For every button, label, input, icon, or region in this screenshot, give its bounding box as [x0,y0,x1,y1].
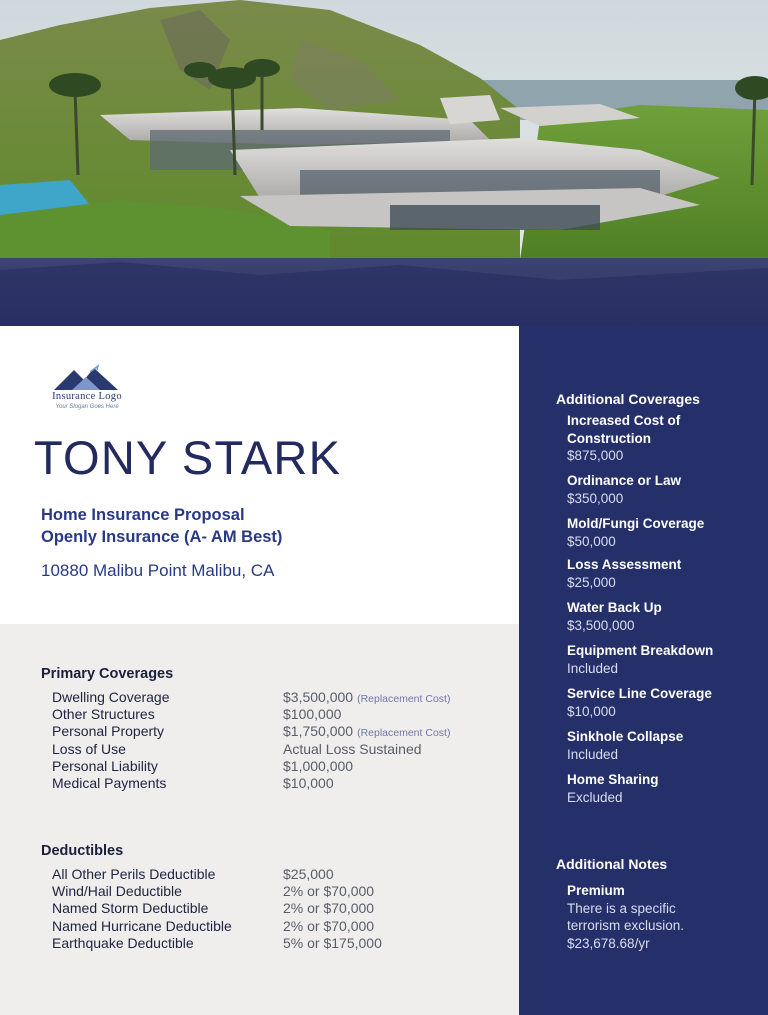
coverage-row [52,758,512,775]
deductibles-title: Deductibles [41,843,124,859]
coverage-value: $1,750,000 [283,723,354,740]
hero-image [0,0,768,326]
proposal-heading [41,504,282,548]
additional-coverage-label: Water Back Up [567,600,662,615]
coverage-value: Actual Loss Sustained [283,740,422,757]
additional-coverage-value: $350,000 [567,490,624,506]
coverage-value: $1,000,000 [283,757,354,774]
deductible-row [52,900,512,917]
additional-coverage-item [567,472,757,507]
additional-notes-title: Additional Notes [556,856,668,872]
deductible-value: 2% or $70,000 [283,883,375,900]
additional-coverage-value: Excluded [567,789,623,805]
deductibles-list [52,866,512,952]
client-name: TONY STARK [34,431,342,484]
additional-coverage-item [567,412,757,465]
coverage-note: (Replacement Cost) [357,727,451,740]
deductible-value: $25,000 [283,866,334,882]
additional-coverage-value: Included [567,746,619,762]
company-logo [42,364,132,414]
additional-coverage-label: Equipment Breakdown [567,643,714,658]
premium-label: Premium [567,883,625,898]
coverage-row [52,741,512,758]
primary-coverages-title: Primary Coverages [41,666,174,682]
coverage-panel [0,624,519,1015]
deductible-label: Named Storm Deductible [52,900,209,917]
coverage-label: Personal Property [52,723,165,740]
additional-coverage-item [567,728,757,763]
deductible-label: Earthquake Deductible [52,934,194,951]
coverage-label: Loss of Use [52,740,126,757]
additional-coverage-value: $3,500,000 [567,617,635,633]
property-address: 10880 Malibu Point Malibu, CA [41,561,275,580]
coverage-row [52,706,512,723]
coverage-value: $3,500,000 [283,689,354,705]
additional-coverage-item [567,771,757,806]
additional-coverage-item [567,599,757,634]
logo-title: Insurance Logo [52,391,122,402]
deductible-label: Wind/Hail Deductible [52,883,182,900]
additional-coverage-value: $50,000 [567,533,616,549]
proposal-line-1: Home Insurance Proposal [41,506,245,524]
premium-text: There is a specific terrorism exclusion. $23,678.68/yr [567,900,685,951]
deductible-row [52,935,512,952]
additional-coverage-label: Home Sharing [567,772,659,787]
coverage-label: Dwelling Coverage [52,689,170,705]
coverage-value: $10,000 [283,774,334,791]
coverage-label: Medical Payments [52,774,167,791]
additional-coverage-value: $10,000 [567,703,616,719]
coverage-value: $100,000 [283,706,342,723]
deductible-row [52,883,512,900]
additional-coverage-label: Sinkhole Collapse [567,729,684,744]
coverage-label: Other Structures [52,706,155,723]
additional-coverage-item [567,685,757,720]
deductible-row [52,918,512,935]
additional-coverage-label: Service Line Coverage [567,686,712,701]
additional-coverage-value: $875,000 [567,448,624,463]
deductible-label: Named Hurricane Deductible [52,917,232,934]
additional-coverage-label: Ordinance or Law [567,473,682,488]
additional-coverage-label: Loss Assessment [567,557,682,572]
coverage-label: Personal Liability [52,757,158,774]
coverage-note: (Replacement Cost) [357,693,451,705]
deductible-label: All Other Perils Deductible [52,866,216,882]
additional-coverage-item [567,515,757,550]
additional-sidebar [519,326,768,1015]
deductible-row [52,866,512,883]
proposal-line-2: Openly Insurance (A- AM Best) [41,528,283,546]
intro-panel [0,326,519,624]
deductible-value: 2% or $70,000 [283,917,375,934]
primary-coverages-list [52,689,512,792]
coverage-row [52,775,512,792]
coverage-row [52,723,512,740]
logo-slogan: Your Slogan Goes Here [55,404,119,410]
additional-coverage-value: Included [567,660,619,676]
deductible-value: 5% or $175,000 [283,934,382,951]
deductible-value: 2% or $70,000 [283,900,375,917]
additional-coverage-item [567,642,757,677]
additional-coverage-value: $25,000 [567,574,616,590]
additional-coverage-item [567,556,757,591]
additional-coverage-label: Increased Cost of Construction [567,413,681,446]
additional-coverage-label: Mold/Fungi Coverage [567,516,705,531]
coverage-row [52,689,512,706]
premium-note [567,882,717,952]
additional-coverages-title: Additional Coverages [556,391,700,407]
mountain-logo-icon [42,364,132,392]
